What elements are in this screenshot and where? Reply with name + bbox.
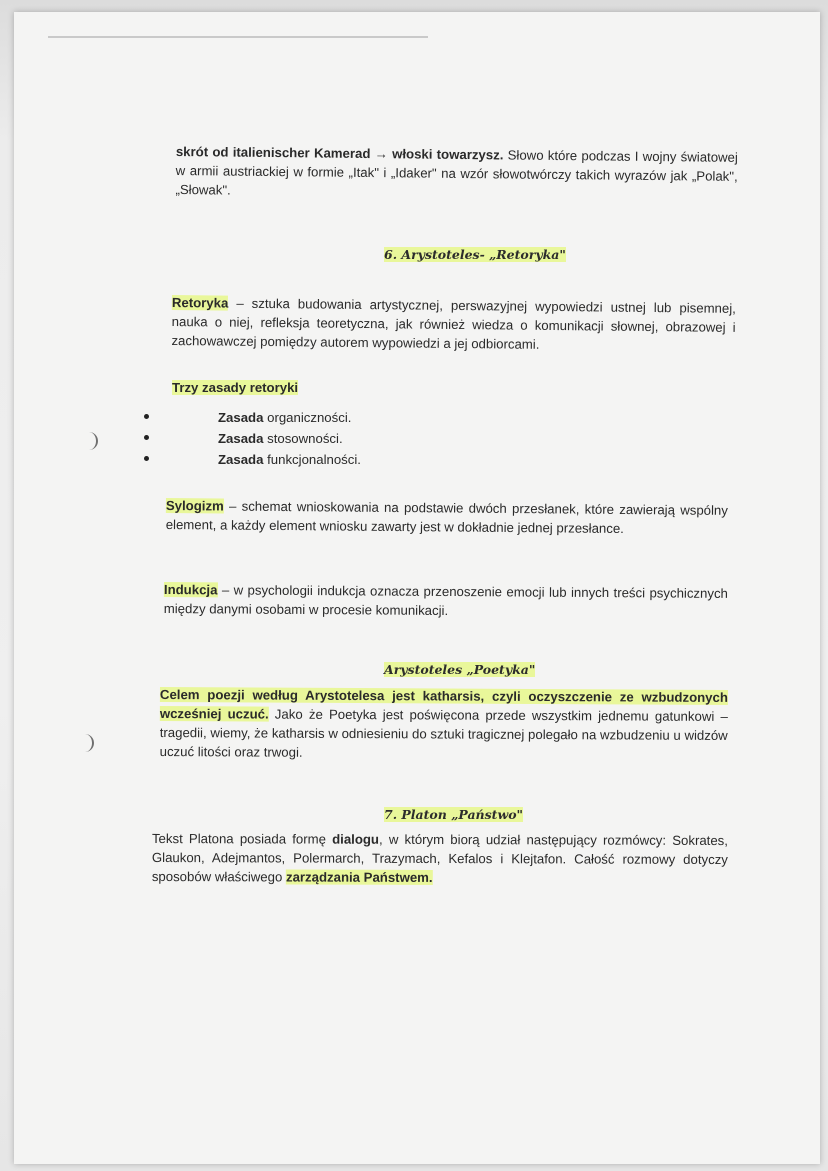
poetyka-highlight: Celem poezji według Arystotelesa jest katharsis, czyli oczyszczenie ze wzbudzonych wcześniej uczuć.	[159, 687, 728, 722]
list-item	[140, 408, 440, 429]
poetyka-heading	[384, 660, 535, 679]
platon-text-a: Tekst Platona posiada formę	[151, 831, 333, 847]
section-7-heading-text: 7. Platon „Państwo"	[384, 807, 524, 822]
rules-title	[172, 378, 298, 397]
rule-value: organiczności.	[263, 410, 352, 425]
section-7-heading	[384, 805, 523, 824]
retoryka-definition	[171, 293, 736, 356]
platon-paragraph	[152, 829, 728, 888]
section-6-heading-text: 6. Arystoteles- „Retoryka"	[384, 247, 566, 262]
indukcja-definition	[164, 580, 728, 622]
rule-value: stosowności.	[263, 431, 343, 446]
rule-value: funkcjonalności.	[263, 452, 361, 467]
sylogizm-definition	[166, 496, 728, 539]
platon-text-b: , w którym biorą udział następujący rozmówcy: Sokrates, Glaukon, Adejmantos, Polermarch, Trazymach, Kefalos i Klejtafon. Całość rozmowy dotyczy sposobów właściwego	[151, 831, 728, 885]
section-6-heading	[384, 245, 566, 264]
poetyka-rest: Jako że Poetyka jest poświęcona przede wszystkim jednemu gatunkowi – tragedii, wiemy, że katharsis w odniesieniu do sztuki tragicznej polegało na wzbudzeniu u widzów uczuć litości oraz trwogi.	[159, 706, 728, 760]
indukcja-term: Indukcja	[163, 581, 218, 598]
rule-label: Zasada	[218, 431, 264, 446]
retoryka-term: Retoryka	[171, 294, 229, 311]
list-item	[140, 450, 440, 471]
platon-highlight: zarządzania Państwem.	[285, 869, 433, 885]
poetyka-heading-text: Arystoteles „Poetyka"	[384, 662, 536, 677]
sylogizm-text: – schemat wnioskowania na podstawie dwóch przesłanek, które zawierają wspólny element, a każdy element wniosku zawarty jest w dokładnie jednej przesłance.	[165, 498, 728, 536]
intro-lead: skrót od italienischer Kamerad → włoski towarzysz.	[175, 143, 504, 163]
rules-title-text: Trzy zasady retoryki	[172, 380, 299, 395]
rules-list	[140, 408, 440, 471]
rule-text	[218, 429, 343, 448]
sylogizm-term: Sylogizm	[165, 497, 224, 514]
intro-paragraph	[175, 142, 738, 205]
bullet-dot	[144, 414, 149, 419]
rule-text	[218, 408, 351, 427]
retoryka-text: – sztuka budowania artystycznej, perswazyjnej wypowiedzi ustnej lub pisemnej, nauka o niej, refleksja teoretyczna, jak również wiedza o komunikacji słownej, obrazowej i zachowawczej pomiędzy autorem wypowiedzi a jej odbiorcami.	[171, 295, 736, 352]
list-item	[140, 429, 440, 450]
poetyka-paragraph	[160, 685, 728, 764]
bullet-dot	[144, 456, 149, 461]
indukcja-text: – w psychologii indukcja oznacza przenoszenie emocji lub innych treści psychicznych między danymi osobami w procesie komunikacji.	[163, 582, 728, 618]
platon-dialog: dialogu	[332, 831, 380, 847]
bullet-dot	[144, 435, 149, 440]
rule-text	[218, 450, 361, 469]
rule-label: Zasada	[218, 452, 264, 467]
rule-label: Zasada	[218, 410, 264, 425]
intro-rest: Słowo które podczas I wojny światowej w armii austriackiej w formie „Itak" i „Idaker" na wzór słowotwórczy takich wyrazów jak „Polak", „Słowak".	[175, 147, 738, 198]
